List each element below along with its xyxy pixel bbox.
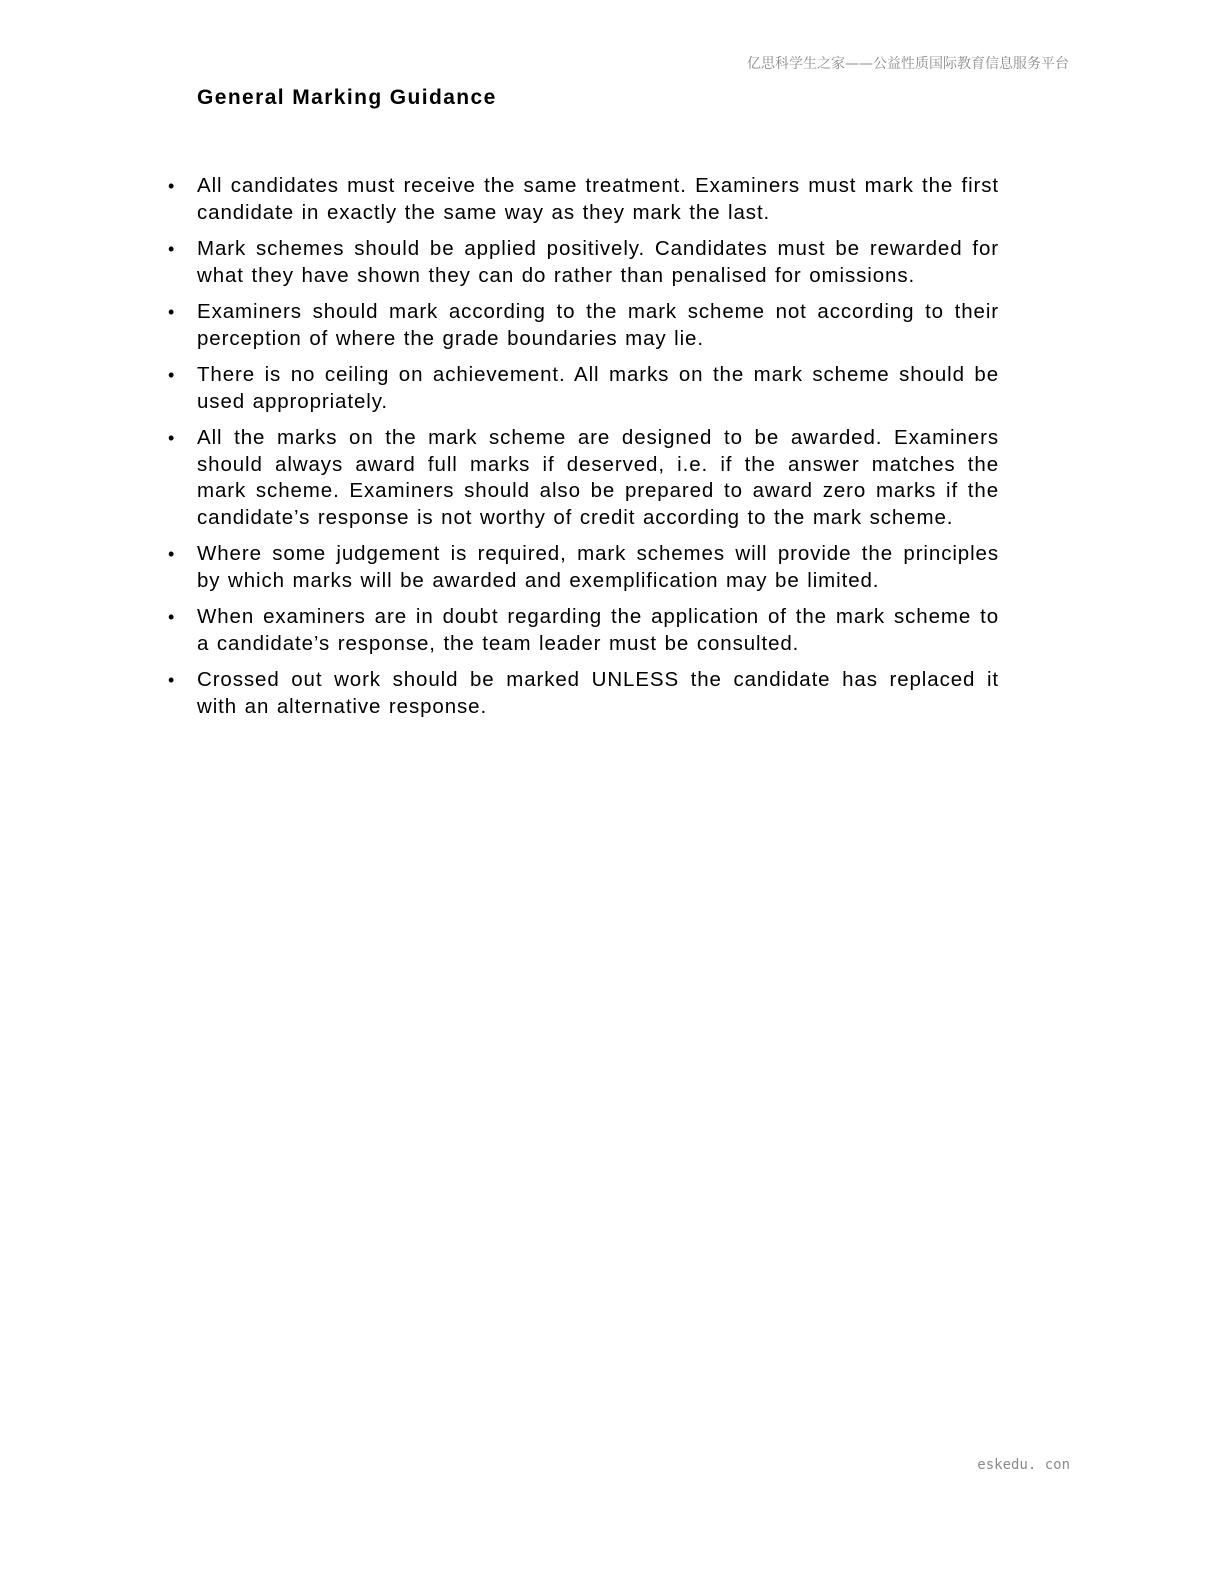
guidance-item-text: There is no ceiling on achievement. All marks on the mark scheme should be used appropriately. [197, 363, 999, 413]
footer-watermark: eskedu. con [977, 1457, 1070, 1473]
bullet-icon: • [168, 365, 176, 385]
bullet-icon: • [168, 302, 176, 322]
guidance-item-1 [168, 173, 999, 226]
guidance-item-text: Examiners should mark according to the mark scheme not according to their perception of where the grade boundaries may lie. [197, 300, 999, 350]
guidance-item-text: Mark schemes should be applied positively. Candidates must be rewarded for what they have shown they can do rather than penalised for omissions. [197, 237, 999, 287]
guidance-item-8 [168, 667, 999, 720]
bullet-icon: • [168, 428, 176, 448]
guidance-item-text: When examiners are in doubt regarding the application of the mark scheme to a candidate’s response, the team leader must be consulted. [197, 605, 999, 655]
guidance-list [168, 173, 999, 730]
guidance-item-5 [168, 425, 999, 531]
bullet-icon: • [168, 176, 176, 196]
guidance-item-7 [168, 604, 999, 657]
guidance-item-text: Crossed out work should be marked UNLESS the candidate has replaced it with an alternative response. [197, 668, 999, 718]
guidance-item-6 [168, 541, 999, 594]
bullet-icon: • [168, 544, 176, 564]
bullet-icon: • [168, 607, 176, 627]
header-watermark: 亿思科学生之家——公益性质国际教育信息服务平台 [747, 56, 1069, 72]
guidance-item-text: Where some judgement is required, mark schemes will provide the principles by which marks will be awarded and exemplification may be limited. [197, 542, 999, 592]
bullet-icon: • [168, 239, 176, 259]
page-title: General Marking Guidance [197, 86, 497, 109]
guidance-item-text: All candidates must receive the same treatment. Examiners must mark the first candidate in exactly the same way as they mark the last. [197, 174, 999, 224]
bullet-icon: • [168, 670, 176, 690]
guidance-item-4 [168, 362, 999, 415]
guidance-item-text: All the marks on the mark scheme are designed to be awarded. Examiners should always award full marks if deserved, i.e. if the answer matches the mark scheme. Examiners should also be prepared to award zero marks if the candidate’s response is not worthy of credit according to the mark scheme. [197, 426, 999, 529]
guidance-item-3 [168, 299, 999, 352]
guidance-item-2 [168, 236, 999, 289]
